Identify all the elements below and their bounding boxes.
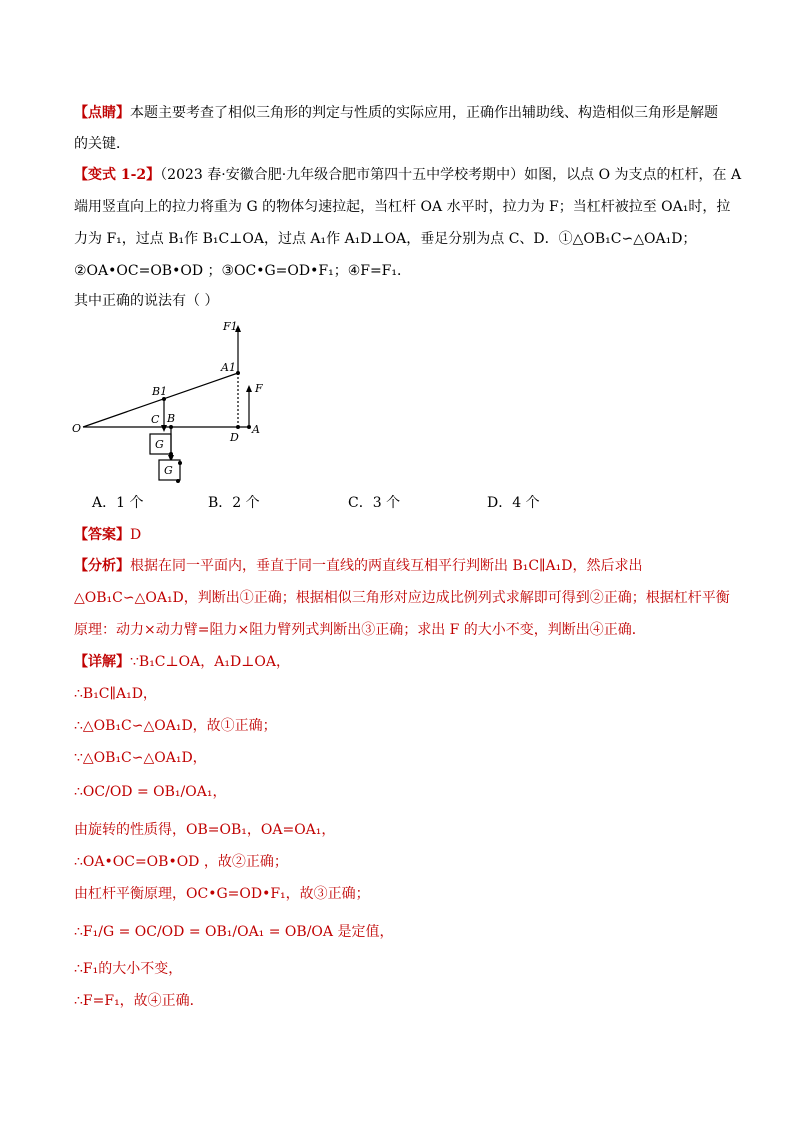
label-F: F	[255, 382, 263, 395]
answer-tag: 【答案】	[74, 527, 130, 543]
variant-line-3: 力为 F₁，过点 B₁作 B₁C⊥OA，过点 A₁作 A₁D⊥OA，垂足分别为点 C、D．①△OB₁C∽△OA₁D；	[74, 231, 697, 247]
detail-line-11: ∴F=F₁，故④正确．	[74, 993, 204, 1009]
dianjing-text-1: 本题主要考查了相似三角形的判定与性质的实际应用，正确作出辅助线、构造相似三角形是解题	[130, 105, 718, 121]
option-a: A．1 个	[92, 495, 144, 511]
dianjing-line-1	[74, 103, 718, 123]
label-D: D	[230, 431, 239, 444]
detail-line-10: ∴F₁的大小不变，	[74, 961, 183, 977]
variant-tag: 【变式 1-2】	[74, 167, 161, 183]
label-G-lower: G	[164, 464, 173, 477]
question-text: 其中正确的说法有（ ）	[74, 293, 219, 309]
analysis-tag: 【分析】	[74, 558, 130, 574]
dianjing-text-2: 的关键．	[74, 136, 130, 152]
answer-value: D	[130, 527, 142, 543]
label-O: O	[72, 422, 82, 435]
label-G-upper: G	[155, 438, 164, 451]
detail-tag: 【详解】	[74, 654, 130, 670]
analysis-text-1: 根据在同一平面内，垂直于同一直线的两直线互相平行判断出 B₁C∥A₁D，然后求出	[130, 558, 643, 574]
analysis-line-1	[74, 556, 642, 576]
detail-line-5: ∴OC/OD = OB₁/OA₁，	[74, 784, 227, 800]
label-B1: B1	[152, 385, 168, 398]
variant-line-1	[74, 165, 741, 185]
option-c: C．3 个	[348, 495, 401, 511]
variant-text-1: （2023 春·安徽合肥·九年级合肥市第四十五中学校考期中）如图，以点 O 为支点的杠杆，在 A	[160, 167, 742, 183]
label-A1: A1	[221, 361, 236, 374]
detail-line-6: 由旋转的性质得，OB=OB₁，OA=OA₁，	[74, 822, 336, 838]
analysis-line-3: 原理：动力×动力臂=阻力×阻力臂列式判断出③正确；求出 F 的大小不变，判断出④正确．	[74, 622, 646, 638]
detail-line-8: 由杠杆平衡原理，OC•G=OD•F₁，故③正确；	[74, 886, 370, 902]
label-F1: F1	[223, 320, 238, 333]
answer-line	[74, 525, 141, 545]
detail-line-1	[74, 652, 290, 672]
option-b: B．2 个	[208, 495, 260, 511]
detail-line-4: ∵△OB₁C∽△OA₁D，	[74, 750, 207, 766]
variant-line-4: ②OA•OC=OB•OD ；③OC•G=OD•F₁；④F=F₁．	[74, 263, 412, 279]
label-C: C	[151, 413, 160, 426]
analysis-line-2: △OB₁C∽△OA₁D，判断出①正确；根据相似三角形对应边成比例列式求解即可得到②正确；根据杠杆平衡	[74, 590, 730, 606]
variant-line-2: 端用竖直向上的拉力将重为 G 的物体匀速拉起，当杠杆 OA 水平时，拉力为 F；当杠杆被拉至 OA₁时，拉	[74, 199, 731, 215]
dianjing-tag: 【点睛】	[74, 105, 130, 121]
label-A: A	[252, 423, 260, 436]
lever-figure	[66, 318, 266, 490]
option-d: D．4 个	[487, 495, 540, 511]
detail-line-3: ∴△OB₁C∽△OA₁D，故①正确；	[74, 718, 277, 734]
detail-line-9: ∴F₁/G = OC/OD = OB₁/OA₁ = OB/OA 是定值，	[74, 924, 394, 940]
detail-line-2: ∴B₁C∥A₁D，	[74, 686, 157, 702]
detail-line-7: ∴OA•OC=OB•OD ，故②正确；	[74, 854, 288, 870]
label-B: B	[167, 412, 176, 425]
detail-text-1: ∵B₁C⊥OA，A₁D⊥OA，	[130, 654, 290, 670]
